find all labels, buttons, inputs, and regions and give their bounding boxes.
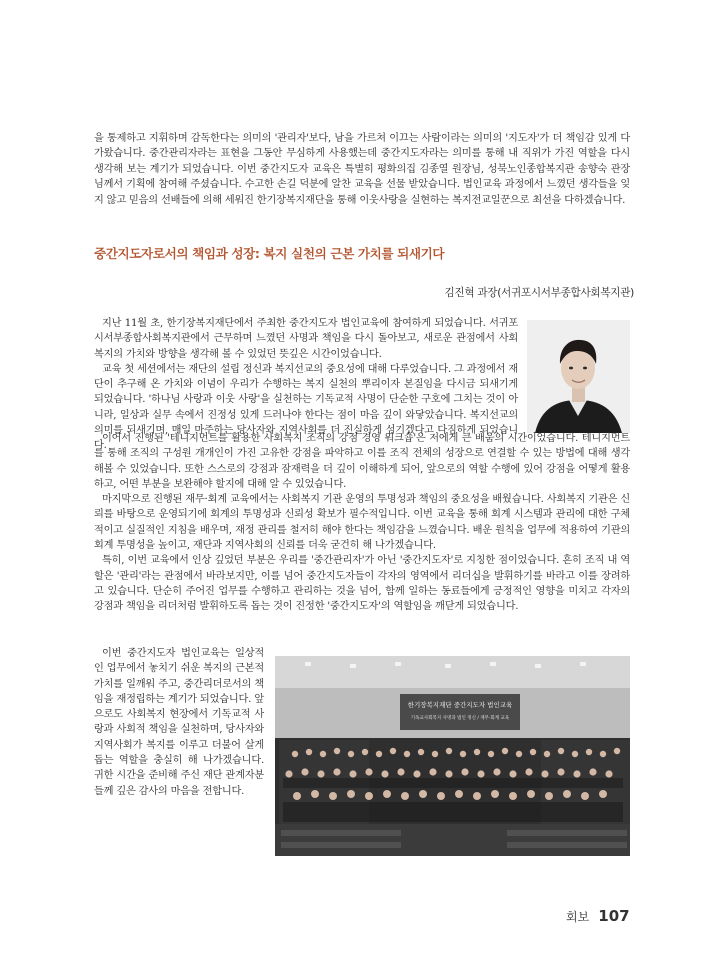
article-paragraph: 지난 11월 초, 한기장복지재단에서 주최한 중간지도자 법인교육에 참여하게 되었습니다. 서귀포시서부종합사회복지관에서 근무하며 느꼈던 사명과 책임을 다시 돌아보고, 새로운 관점에서 사회복지의 가치와 방향을 생각해 볼 수 있었던 뜻깊은 시간이었습니다. xyxy=(94,318,518,360)
article-body-bottom xyxy=(94,646,264,799)
author-byline: 김진혁 과장(서귀포시서부종합사회복지관) xyxy=(444,287,634,299)
group-photo-image xyxy=(275,656,630,856)
article-paragraph: 마지막으로 진행된 재무·회계 교육에서는 사회복지 기관 운영의 투명성과 책임의 중요성을 배웠습니다. 사회복지 기관은 신뢰를 바탕으로 운영되기에 회계의 투명성과 신뢰성 확보가 필수적입니다. 이번 교육을 통해 회계 시스템과 관리에 대한 구체적이고 실질적인 지침을 배우며, 재정 관리를 철저히 해야 한다는 책임감을 느꼈습니다. 배운 원칙을 업무에 적용하여 기관의 회계 투명성을 높이고, 재단과 지역사회의 신뢰를 더욱 굳건히 해 나가겠습니다. xyxy=(94,494,630,552)
page-footer xyxy=(566,906,630,925)
article-paragraph: 이번 중간지도자 법인교육는 일상적인 업무에서 놓치기 쉬운 복지의 근본적 가치를 일깨워 주고, 중간리더로서의 책임을 재정립하는 계기가 되었습니다. 앞으로도 사회복지 현장에서 기독교적 사랑과 사회적 책임을 실천하며, 당사자와 지역사회가 복지를 이루고 더불어 살게 돕는 역할을 충실히 해 나가겠습니다. 귀한 시간을 준비해 주신 재단 관계자분들께 깊은 감사의 마음을 전합니다. xyxy=(94,648,264,797)
article-paragraph: 교육 첫 세션에서는 재단의 설립 정신과 복지선교의 중요성에 대해 다루었습니다. 그 과정에서 재단이 추구해 온 가치와 이념이 우리가 수행하는 복지 실천의 뿌리이자 본질임을 다시금 되새기게 되었습니다. '하나님 사랑과 이웃 사랑'을 실천하는 기독교적 사명이 단순한 구호에 그치는 것이 아니라, 일상과 실무 속에서 진정성 있게 드러나야 한다는 점이 마음 깊이 와닿았습니다. 복지선교의 의미를 되새기며, 매일 마주하는 당사자와 지역사회를 더 진실하게 섬기겠다고 다짐하게 되었습니다. xyxy=(94,363,518,452)
article-body-middle xyxy=(94,431,630,615)
intro-paragraph: 을 통제하고 지휘하며 감독한다는 의미의 '관리자'보다, 남을 가르쳐 이끄는 사람이라는 의미의 '지도자'가 더 책임감 있게 다가왔습니다. 중간관리자라는 표현을 그동안 무심하게 사용했는데 중간지도자라는 의미를 통해 내 직위가 가진 역할을 다시 생각해 보는 계기가 되었습니다. 이번 중간지도자 교육은 특별히 평화의집 김종열 원장님, 성북노인종합복지관 송향숙 관장님께서 기획에 참여해 주셨습니다. 수고한 손길 덕분에 알찬 교육을 선물 받았습니다. 법인교육 과정에서 느꼈던 생각들을 잊지 않고 믿음의 선배들에 의해 세워진 한기장복지재단을 통해 이웃사랑을 실현하는 복지전교일꾼으로 최선을 다하겠습니다. xyxy=(94,133,630,206)
article-paragraph: 이어서 진행된 '테니지먼트를 활용한 사회복지 조직의 강점 경영 워크숍'은 저에게 큰 배움의 시간이었습니다. 테니지먼트를 통해 조직의 구성원 개개인이 가진 고유한 강점을 파악하고 이를 조직 전체의 성장으로 연결할 수 있는 방법에 대해 생각해볼 수 있었습니다. 또한 스스로의 강점과 잠재력을 더 깊이 이해하게 되어, 앞으로의 역할 수행에 있어 강점을 어떻게 활용하고, 어떤 부분을 보완해야 할지에 대해 알 수 있었습니다. xyxy=(94,433,630,490)
article-paragraph: 특히, 이번 교육에서 인상 깊었던 부분은 우리를 '중간관리자'가 아닌 '중간지도자'로 지칭한 점이었습니다. 흔히 조직 내 역할은 '관리'라는 관점에서 바라보지만, 이를 넘어 중간지도자들이 각자의 영역에서 리더십을 발휘하기를 바라고 이를 장려하고 있습니다. 단순히 주어진 업무를 수행하고 관리하는 것을 넘어, 함께 일하는 동료들에게 긍정적인 영향을 미치고 각자의 강점과 책임을 리더처럼 발휘하도록 돕는 것이 진정한 '중간지도자'의 역할임을 깨닫게 되었습니다. xyxy=(94,555,630,613)
footer-label: 회보 xyxy=(566,910,590,924)
section-title: 중간지도자로서의 책임과 성장: 복지 실천의 근본 가치를 되새기다 xyxy=(94,246,445,261)
author-portrait xyxy=(527,320,630,433)
photo-banner-title: 한기장복지재단 중간지도자 법인교육 xyxy=(407,701,513,709)
portrait-image xyxy=(527,320,630,433)
group-photo xyxy=(275,656,630,856)
photo-banner-subtitle: 기독교사회복지 사명과 법인 정신 / 재무·회계 교육 xyxy=(410,716,510,721)
page-number: 107 xyxy=(598,907,630,925)
